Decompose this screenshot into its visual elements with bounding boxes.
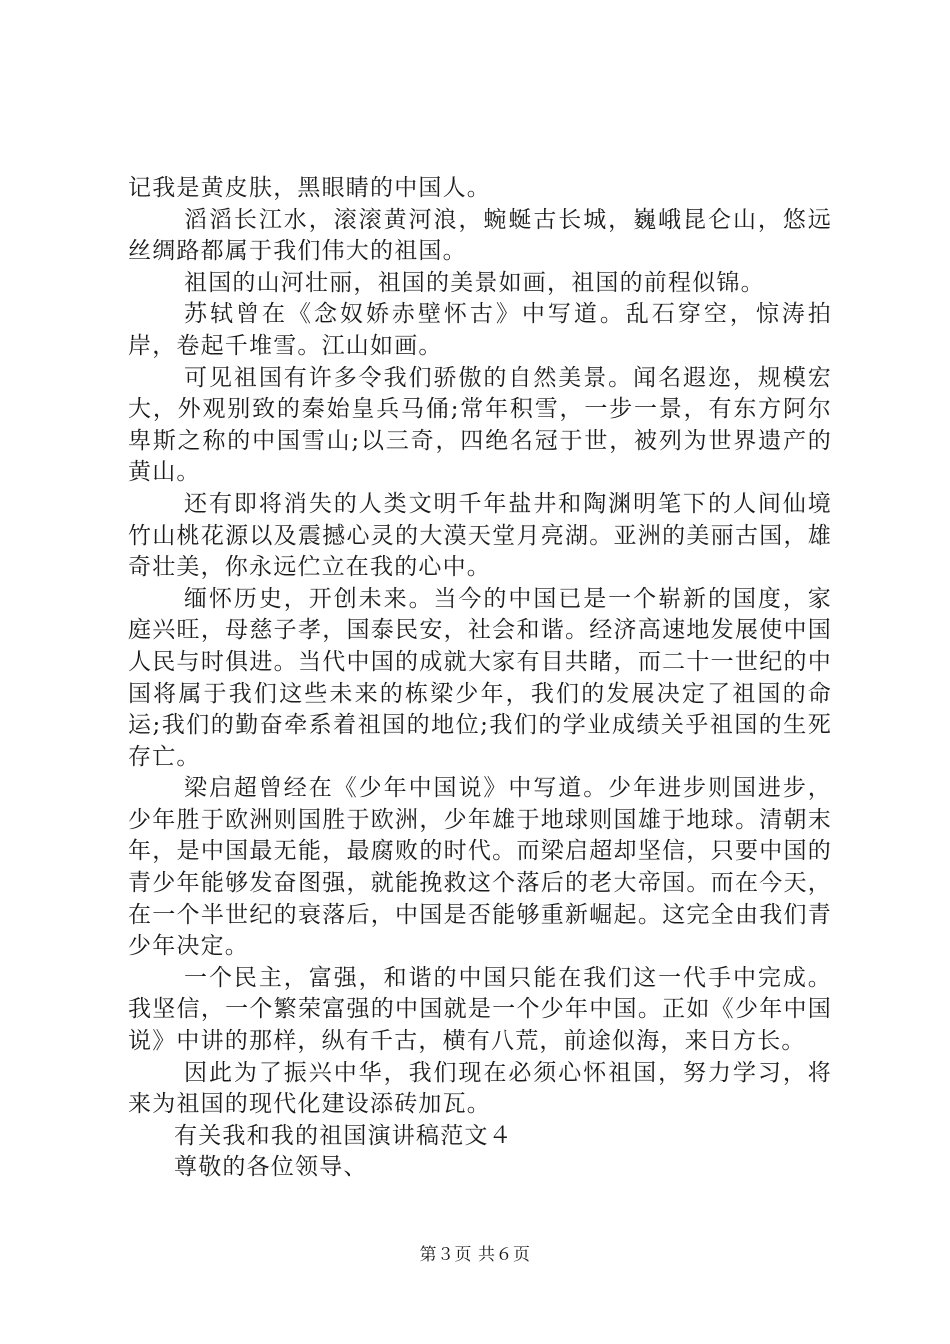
paragraph: 祖国的山河壮丽，祖国的美景如画，祖国的前程似锦。 xyxy=(184,269,765,296)
paragraph: 缅怀历史，开创未来。当今的中国已是一个崭新的国度，家庭兴旺，母慈子孝，国泰民安，社会和谐。经济高速地发展使中国人民与时俱进。当代中国的成就大家有目共睹，而二十一世纪的中国将属于我们这些未来的栋梁少年，我们的发展决定了祖国的命运;我们的勤奋牵系着祖国的地位;我们的学业成绩关乎祖国的生死存亡。 xyxy=(128,585,832,770)
paragraph: 因此为了振兴中华，我们现在必须心怀祖国，努力学习，将来为祖国的现代化建设添砖加瓦。 xyxy=(128,1059,832,1118)
paragraph: 滔滔长江水，滚滚黄河浪，蜿蜒古长城，巍峨昆仑山，悠远丝绸路都属于我们伟大的祖国。 xyxy=(128,206,832,265)
paragraph: 一个民主，富强，和谐的中国只能在我们这一代手中完成。我坚信，一个繁荣富强的中国就是一个少年中国。正如《少年中国说》中讲的那样，纵有千古，横有八荒，前途似海，来日方长。 xyxy=(128,964,832,1055)
paragraph: 梁启超曾经在《少年中国说》中写道。少年进步则国进步，少年胜于欧洲则国胜于欧洲，少年雄于地球则国雄于地球。清朝末年，是中国最无能，最腐败的时代。而梁启超却坚信，只要中国的青少年能够发奋图强，就能挽救这个落后的老大帝国。而在今天，在一个半世纪的衰落后，中国是否能够重新崛起。这完全由我们青少年决定。 xyxy=(128,775,832,960)
document-body xyxy=(128,173,832,1184)
paragraph: 可见祖国有许多令我们骄傲的自然美景。闻名遐迩，规模宏大，外观别致的秦始皇兵马俑;常年积雪，一步一景，有东方阿尔卑斯之称的中国雪山;以三奇，四绝名冠于世，被列为世界遗产的黄山。 xyxy=(128,364,832,486)
paragraph-continuation: 记我是黄皮肤，黑眼睛的中国人。 xyxy=(128,175,491,201)
section-heading: 有关我和我的祖国演讲稿范文４ xyxy=(174,1122,513,1149)
paragraph: 苏轼曾在《念奴娇赤壁怀古》中写道。乱石穿空，惊涛拍岸，卷起千堆雪。江山如画。 xyxy=(128,301,832,359)
salutation: 尊敬的各位领导、 xyxy=(174,1154,368,1181)
paragraph: 还有即将消失的人类文明千年盐井和陶渊明笔下的人间仙境竹山桃花源以及震撼心灵的大漠天堂月亮湖。亚洲的美丽古国，雄奇壮美，你永远伫立在我的心中。 xyxy=(128,490,832,581)
page-footer: 第３页 共６页 xyxy=(419,1245,531,1265)
